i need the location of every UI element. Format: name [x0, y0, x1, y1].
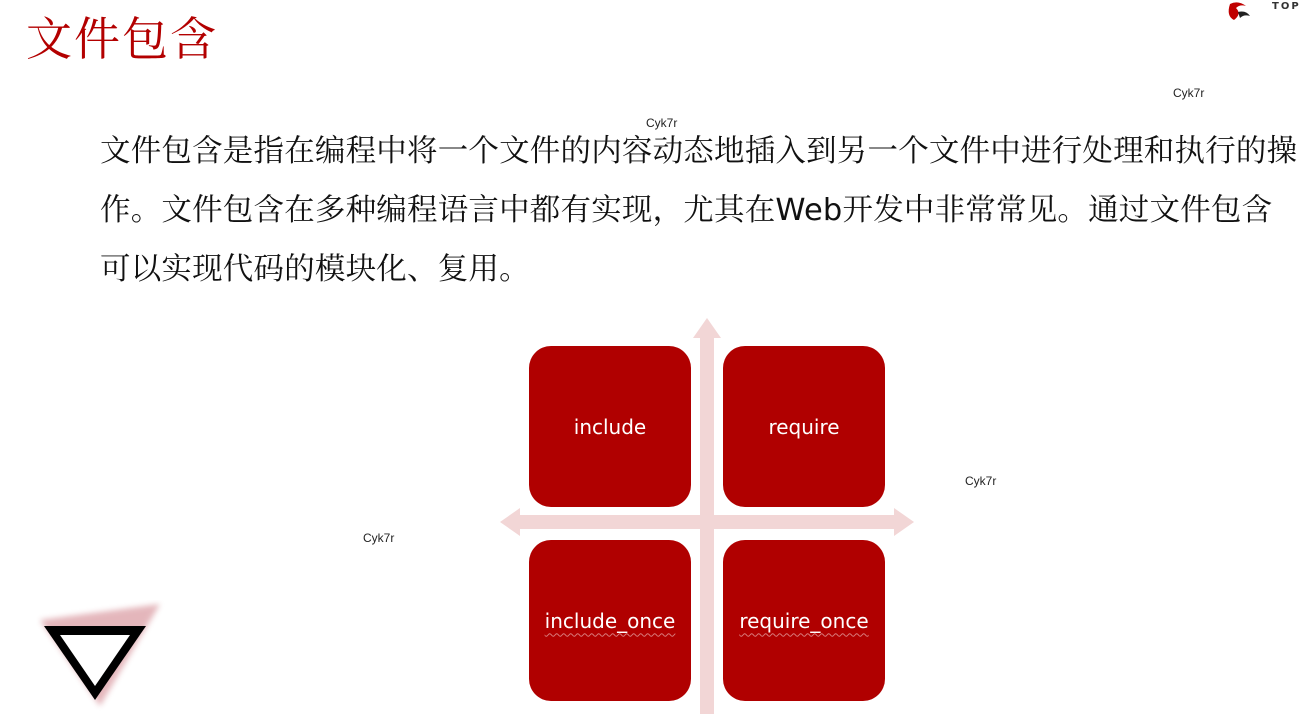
- body-paragraph: 文件包含是指在编程中将一个文件的内容动态地插入到另一个文件中进行处理和执行的操作。文件包含在多种编程语言中都有实现，尤其在Web开发中非常常见。通过文件包含可以实现代码的模块化、复用。: [100, 134, 1298, 287]
- quadrant-diagram: [500, 318, 914, 714]
- slide-title: 文件包含: [26, 12, 218, 66]
- quadrant-require[interactable]: [723, 346, 885, 507]
- quadrant-include[interactable]: [529, 346, 691, 507]
- quadrant-require-once[interactable]: [723, 540, 885, 701]
- nav-triangle[interactable]: [36, 600, 166, 712]
- watermark: Cyk7r: [363, 531, 395, 545]
- logo-text: TOP: [1272, 1, 1301, 12]
- quadrant-label: require: [768, 414, 840, 439]
- down-triangle-icon: [36, 600, 166, 712]
- watermark: Cyk7r: [965, 474, 997, 488]
- watermark: Cyk7r: [1173, 86, 1205, 100]
- brand-logo-icon: [1220, 0, 1270, 24]
- quadrant-label: include_once: [544, 608, 676, 633]
- watermark: Cyk7r: [646, 116, 678, 130]
- brand-logo: [1220, 0, 1310, 24]
- quadrant-label: require_once: [739, 608, 869, 633]
- quadrant-include-once[interactable]: [529, 540, 691, 701]
- quadrant-label: include: [573, 414, 647, 439]
